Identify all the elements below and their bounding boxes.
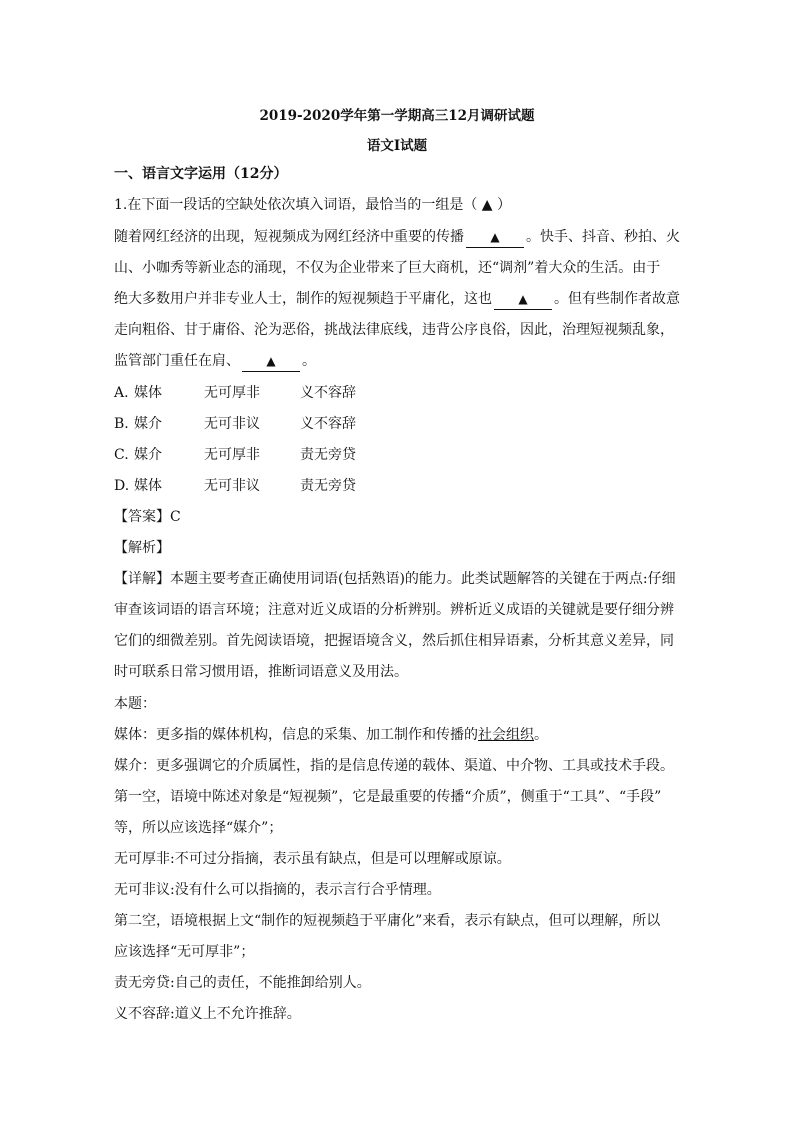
wukefeiyi-definition: 无可非议:没有什么可以指摘的，表示言行合乎情理。 bbox=[114, 882, 441, 898]
blank-1 bbox=[466, 227, 524, 248]
blank2-explanation-b: 应该选择“无可厚非”； bbox=[114, 944, 255, 960]
blank-3 bbox=[242, 351, 300, 372]
option-letter: C. bbox=[114, 447, 129, 463]
analysis-label: 【解析】 bbox=[114, 540, 170, 556]
option-word-2: 无可厚非 bbox=[204, 385, 260, 401]
passage-line-1 bbox=[114, 227, 680, 248]
detail-line-1: 【详解】本题主要考查正确使用词语(包括熟语)的能力。此类试题解答的关键在于两点:仔细 bbox=[114, 571, 676, 587]
wukehoufei-definition: 无可厚非:不可过分指摘，表示虽有缺点，但是可以理解或原谅。 bbox=[114, 851, 511, 867]
option-word-3: 责无旁贷 bbox=[300, 478, 356, 494]
option-word-2: 无可非议 bbox=[204, 478, 260, 494]
option-word-1: 媒体 bbox=[134, 385, 162, 401]
option-word-1: 媒介 bbox=[134, 416, 162, 432]
passage-text: 随着网红经济的出现，短视频成为网红经济中重要的传播 bbox=[114, 229, 464, 245]
detail-line-4: 时可联系日常习惯用语，推断词语意义及用法。 bbox=[114, 664, 408, 680]
passage-line-4: 走向粗俗、甘于庸俗、沦为恶俗，挑战法律底线，违背公序良俗，因此，治理短视频乱象， bbox=[114, 322, 674, 338]
option-word-2: 无可厚非 bbox=[204, 447, 260, 463]
exam-title: 2019-2020学年第一学期高三12月调研试题 bbox=[259, 108, 535, 124]
meiti-text: 媒体：更多指的媒体机构，信息的采集、加工制作和传播的 bbox=[114, 727, 478, 743]
blank1-explanation-a: 第一空，语境中陈述对象是“短视频”，它是最重要的传播“介质”，侧重于“工具”、“手段” bbox=[114, 789, 662, 805]
blank-mark: ▲ bbox=[518, 292, 528, 306]
option-word-3: 义不容辞 bbox=[300, 416, 356, 432]
detail-line-3: 它们的细微差别。首先阅读语境，把握语境含义，然后抓住相异语素，分析其意义差异，同 bbox=[114, 633, 674, 649]
option-word-3: 义不容辞 bbox=[300, 385, 356, 401]
blank2-explanation-a: 第二空，语境根据上文“制作的短视频趋于平庸化”来看，表示有缺点，但可以理解，所以 bbox=[114, 913, 661, 929]
passage-text: 。但有些制作者故意 bbox=[554, 291, 680, 307]
option-word-1: 媒体 bbox=[134, 478, 162, 494]
blank1-explanation-b: 等，所以应该选择“媒介”； bbox=[114, 820, 283, 836]
option-letter: A. bbox=[114, 385, 129, 401]
benti-label: 本题： bbox=[114, 696, 156, 712]
passage-line-3 bbox=[114, 289, 680, 310]
blank-mark: ▲ bbox=[490, 230, 500, 244]
meiti-end: 。 bbox=[534, 727, 548, 743]
exam-subtitle: 语文Ⅰ试题 bbox=[366, 138, 428, 154]
answer-line: 【答案】C bbox=[114, 509, 181, 525]
passage-text: 绝大多数用户并非专业人士，制作的短视频趋于平庸化，这也 bbox=[114, 291, 492, 307]
option-word-2: 无可非议 bbox=[204, 416, 260, 432]
option-word-3: 责无旁贷 bbox=[300, 447, 356, 463]
question-stem: 1.在下面一段话的空缺处依次填入词语，最恰当的一组是（ ▲ ） bbox=[114, 197, 512, 213]
meiti-definition bbox=[114, 725, 548, 745]
zewupangdai-definition: 责无旁贷:自己的责任，不能推卸给别人。 bbox=[114, 975, 371, 991]
passage-text: 监管部门重任在肩、 bbox=[114, 353, 240, 369]
passage-line-2: 山、小咖秀等新业态的涌现，不仅为企业带来了巨大商机，还“调剂”着大众的生活。由于 bbox=[114, 260, 661, 276]
yiburongci-definition: 义不容辞:道义上不允许推辞。 bbox=[114, 1006, 301, 1022]
option-word-1: 媒介 bbox=[134, 447, 162, 463]
detail-line-2: 审查该词语的语言环境；注意对近义成语的分析辨别。辨析近义成语的关键就是要仔细分辨 bbox=[114, 602, 674, 618]
blank-2 bbox=[494, 289, 552, 310]
option-letter: B. bbox=[114, 416, 129, 432]
option-letter: D. bbox=[114, 478, 130, 494]
blank-mark: ▲ bbox=[266, 354, 276, 368]
passage-text: 。 bbox=[302, 353, 316, 369]
passage-text: 。快手、抖音、秒拍、火 bbox=[526, 229, 680, 245]
meijie-definition: 媒介：更多强调它的介质属性，指的是信息传递的载体、渠道、中介物、工具或技术手段。 bbox=[114, 758, 674, 774]
passage-line-5 bbox=[114, 351, 316, 372]
social-organization-link[interactable]: 社会组织 bbox=[478, 727, 534, 743]
section-heading: 一、语言文字运用（12分） bbox=[114, 166, 288, 182]
